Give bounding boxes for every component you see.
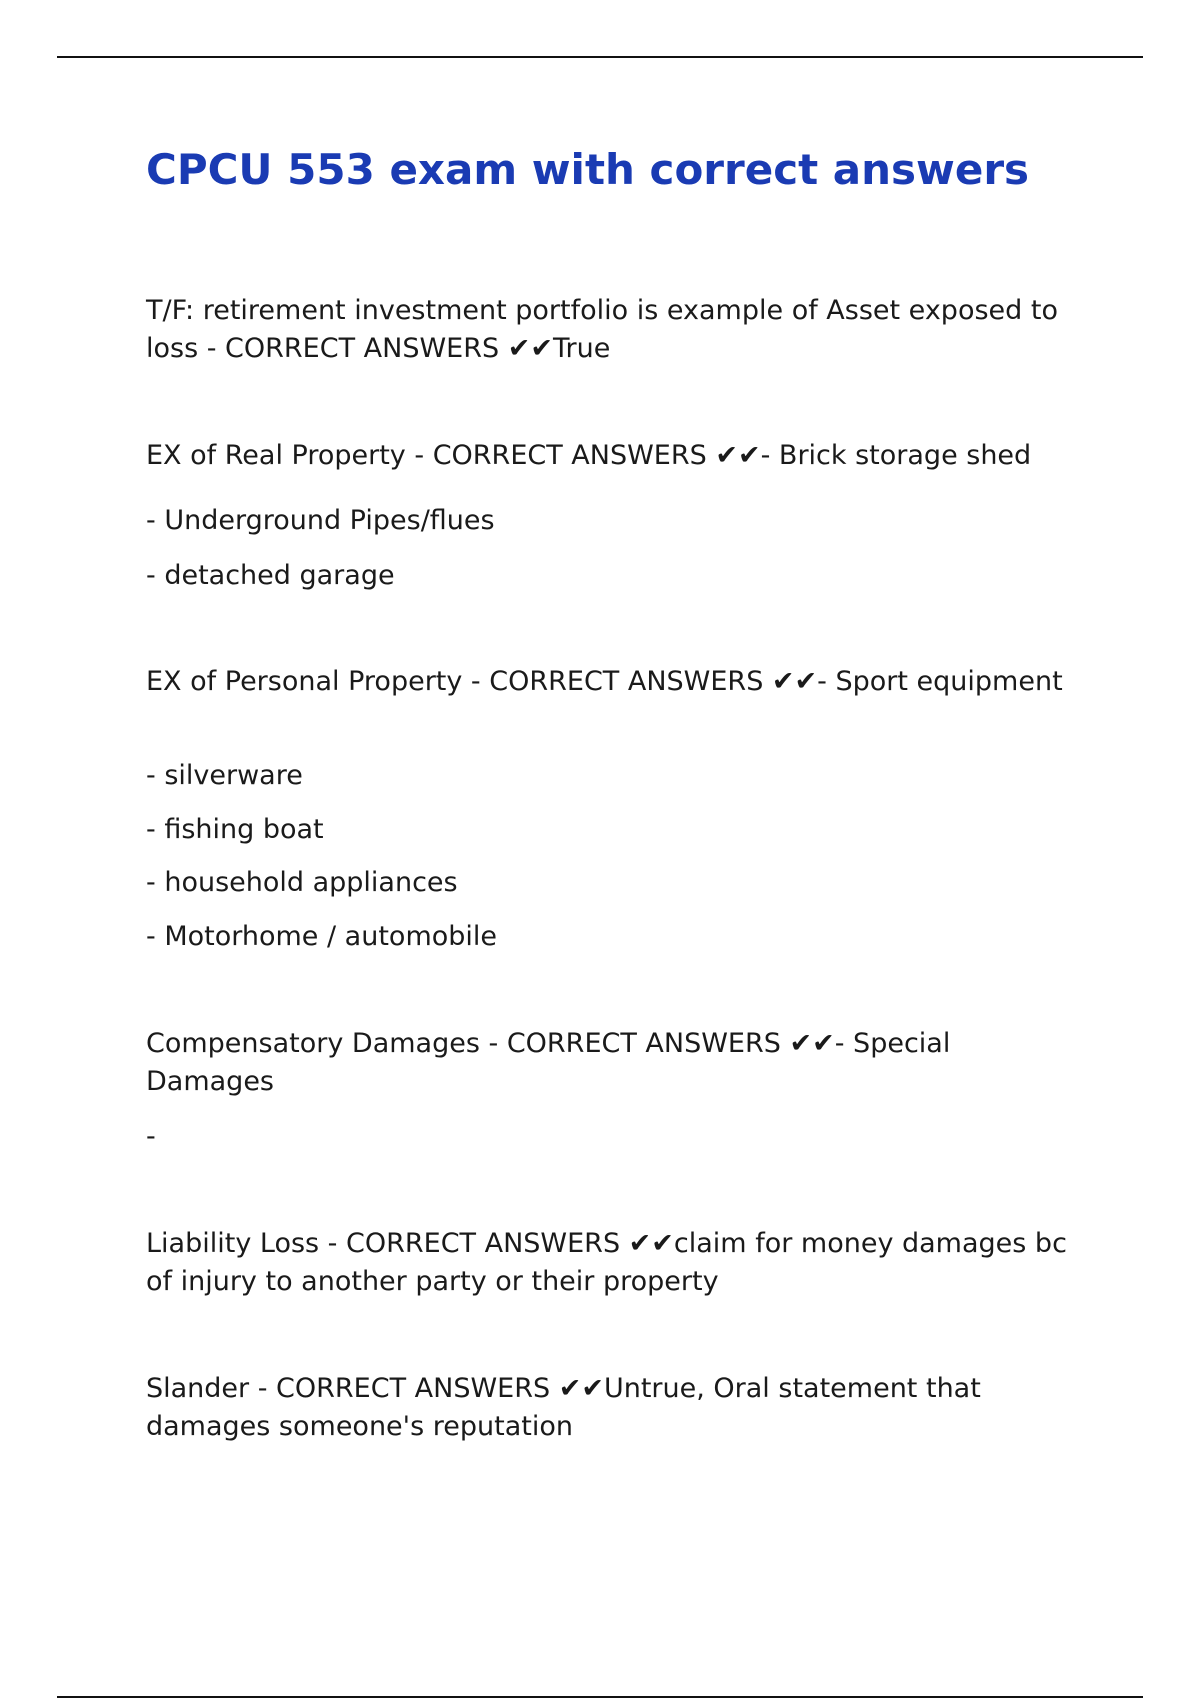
bottom-divider xyxy=(57,1696,1143,1698)
question-answer-5: Liability Loss - CORRECT ANSWERS ✔✔claim for money damages bc of injury to another party or their property xyxy=(146,1228,1067,1297)
answer-list-item: - Underground Pipes/flues xyxy=(146,505,495,536)
answer-list-item: - fishing boat xyxy=(146,814,324,845)
answer-list-item: - Motorhome / automobile xyxy=(146,921,498,952)
question-answer-2: EX of Real Property - CORRECT ANSWERS ✔✔- Brick storage shed xyxy=(146,440,1032,471)
question-answer-6: Slander - CORRECT ANSWERS ✔✔Untrue, Oral statement that damages someone's reputation xyxy=(146,1373,981,1442)
top-divider xyxy=(57,56,1143,58)
answer-list-item: - detached garage xyxy=(146,560,395,591)
question-answer-3: EX of Personal Property - CORRECT ANSWERS ✔✔- Sport equipment xyxy=(146,666,1063,697)
document-title: CPCU 553 exam with correct answers xyxy=(146,145,1030,194)
question-answer-4: Compensatory Damages - CORRECT ANSWERS ✔✔- Special Damages xyxy=(146,1028,951,1097)
answer-list-item: - xyxy=(146,1121,156,1152)
answer-list-item: - silverware xyxy=(146,760,303,791)
answer-list-item: - household appliances xyxy=(146,867,458,898)
question-answer-1: T/F: retirement investment portfolio is example of Asset exposed to loss - CORRECT ANSWERS ✔✔True xyxy=(146,295,1058,364)
